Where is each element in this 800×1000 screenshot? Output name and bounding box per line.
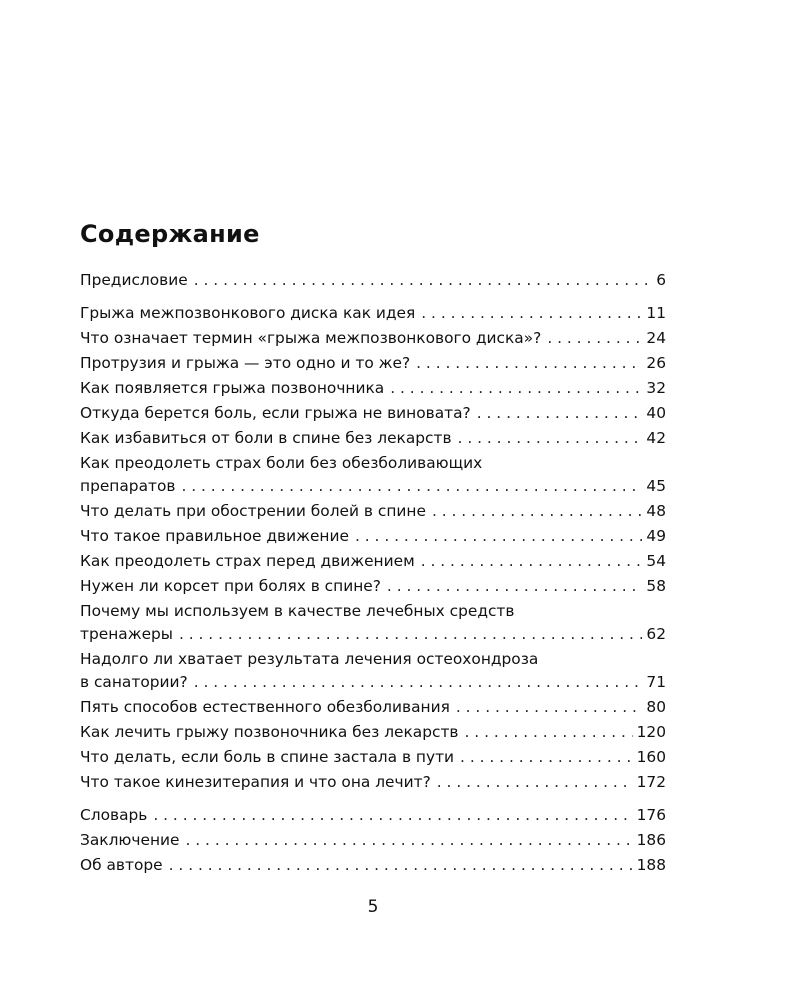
toc-entry-page-number: 45 bbox=[646, 477, 666, 495]
toc-entry-title: Что означает термин «грыжа межпозвонкового диска»? bbox=[80, 329, 542, 347]
toc-entry-page-number: 26 bbox=[646, 354, 666, 372]
toc-entry-row bbox=[80, 302, 666, 325]
toc-entry[interactable] bbox=[80, 327, 666, 350]
toc-entry-row bbox=[80, 829, 666, 852]
toc-entry-row bbox=[80, 696, 666, 719]
toc-entry-title: тренажеры bbox=[80, 625, 173, 643]
dot-leader bbox=[390, 377, 642, 400]
toc-entry-page-number: 62 bbox=[646, 625, 666, 643]
toc-entry[interactable] bbox=[80, 269, 666, 292]
toc-entry-title: Что делать, если боль в спине застала в пути bbox=[80, 748, 455, 766]
dot-leader bbox=[477, 402, 643, 425]
toc-entry-title-line: Как преодолеть страх боли без обезболивающих bbox=[80, 454, 483, 472]
dot-leader bbox=[416, 352, 642, 375]
page-number: 5 bbox=[367, 897, 379, 917]
toc-entry[interactable] bbox=[80, 500, 666, 523]
toc-entry-page-number: 120 bbox=[636, 723, 666, 741]
dot-leader bbox=[179, 623, 642, 646]
toc-entry-row bbox=[80, 269, 666, 292]
toc-entry[interactable] bbox=[80, 352, 666, 375]
toc-entry-page-number: 71 bbox=[646, 673, 666, 691]
toc-entry[interactable] bbox=[80, 829, 666, 852]
toc-entry-page-number: 80 bbox=[646, 698, 666, 716]
toc-entry-page-number: 186 bbox=[636, 831, 666, 849]
toc-entry-row bbox=[80, 623, 666, 646]
toc-entry[interactable] bbox=[80, 648, 666, 694]
dot-leader bbox=[421, 302, 642, 325]
toc-entry[interactable] bbox=[80, 302, 666, 325]
toc-entry-title: Что такое правильное движение bbox=[80, 527, 349, 545]
dot-leader bbox=[437, 771, 633, 794]
dot-leader bbox=[547, 327, 642, 350]
toc-entry-title: Заключение bbox=[80, 831, 180, 849]
toc-entry-page-number: 49 bbox=[646, 527, 666, 545]
toc-entry-page-number: 54 bbox=[646, 552, 666, 570]
toc-entry-page-number: 24 bbox=[646, 329, 666, 347]
toc-entry[interactable] bbox=[80, 427, 666, 450]
toc-entry[interactable] bbox=[80, 804, 666, 827]
table-of-contents bbox=[80, 269, 666, 879]
toc-entry-title: Грыжа межпозвонкового диска как идея bbox=[80, 304, 416, 322]
dot-leader bbox=[153, 804, 632, 827]
dot-leader bbox=[432, 500, 642, 523]
dot-leader bbox=[456, 696, 643, 719]
toc-entry-page-number: 160 bbox=[636, 748, 666, 766]
toc-entry-title-line: Надолго ли хватает результата лечения остеохондроза bbox=[80, 650, 539, 668]
dot-leader bbox=[181, 475, 642, 498]
dot-leader bbox=[169, 854, 633, 877]
dot-leader bbox=[194, 671, 643, 694]
toc-entry-page-number: 188 bbox=[636, 856, 666, 874]
dot-leader bbox=[185, 829, 632, 852]
toc-entry-row bbox=[80, 721, 666, 744]
dot-leader bbox=[355, 525, 642, 548]
page-title: Содержание bbox=[80, 220, 260, 248]
toc-entry-title: Что такое кинезитерапия и что она лечит? bbox=[80, 773, 431, 791]
toc-entry-row bbox=[80, 804, 666, 827]
dot-leader bbox=[421, 550, 643, 573]
toc-entry-title: Как преодолеть страх перед движением bbox=[80, 552, 415, 570]
toc-entry-row bbox=[80, 550, 666, 573]
dot-leader bbox=[387, 575, 643, 598]
dot-leader bbox=[458, 427, 643, 450]
toc-entry-page-number: 6 bbox=[656, 271, 666, 289]
toc-entry[interactable] bbox=[80, 854, 666, 877]
toc-entry-title: Нужен ли корсет при болях в спине? bbox=[80, 577, 381, 595]
toc-entry[interactable] bbox=[80, 575, 666, 598]
toc-entry-page-number: 42 bbox=[646, 429, 666, 447]
toc-entry-title: Пять способов естественного обезболивания bbox=[80, 698, 450, 716]
toc-entry-title-line: Почему мы используем в качестве лечебных средств bbox=[80, 602, 515, 620]
toc-entry-title: Откуда берется боль, если грыжа не виновата? bbox=[80, 404, 471, 422]
toc-entry-title: в санатории? bbox=[80, 673, 188, 691]
toc-entry-row bbox=[80, 771, 666, 794]
toc-entry-title: Что делать при обострении болей в спине bbox=[80, 502, 426, 520]
toc-entry[interactable] bbox=[80, 452, 666, 498]
toc-entry-title: Словарь bbox=[80, 806, 148, 824]
toc-entry-title: Как лечить грыжу позвоночника без лекарств bbox=[80, 723, 459, 741]
toc-entry-row bbox=[80, 525, 666, 548]
toc-entry-page-number: 58 bbox=[646, 577, 666, 595]
toc-entry-row bbox=[80, 854, 666, 877]
toc-entry-page-number: 176 bbox=[636, 806, 666, 824]
toc-entry-title: Протрузия и грыжа — это одно и то же? bbox=[80, 354, 411, 372]
toc-entry-title: Как избавиться от боли в спине без лекарств bbox=[80, 429, 452, 447]
toc-entry[interactable] bbox=[80, 600, 666, 646]
toc-entry[interactable] bbox=[80, 525, 666, 548]
toc-entry-page-number: 48 bbox=[646, 502, 666, 520]
dot-leader bbox=[194, 269, 652, 292]
toc-entry-row bbox=[80, 746, 666, 769]
toc-entry[interactable] bbox=[80, 746, 666, 769]
toc-entry-title: Об авторе bbox=[80, 856, 163, 874]
toc-entry-row bbox=[80, 671, 666, 694]
toc-entry[interactable] bbox=[80, 696, 666, 719]
toc-entry-title: Предисловие bbox=[80, 271, 188, 289]
toc-entry-row bbox=[80, 402, 666, 425]
toc-entry-page-number: 40 bbox=[646, 404, 666, 422]
toc-entry-page-number: 32 bbox=[646, 379, 666, 397]
toc-entry-title: препаратов bbox=[80, 477, 176, 495]
dot-leader bbox=[460, 746, 633, 769]
toc-entry-title: Как появляется грыжа позвоночника bbox=[80, 379, 385, 397]
toc-entry-row bbox=[80, 475, 666, 498]
toc-entry[interactable] bbox=[80, 377, 666, 400]
dot-leader bbox=[465, 721, 633, 744]
toc-entry-row bbox=[80, 427, 666, 450]
toc-entry[interactable] bbox=[80, 721, 666, 744]
toc-entry-row bbox=[80, 352, 666, 375]
toc-entry[interactable] bbox=[80, 402, 666, 425]
toc-entry-row bbox=[80, 377, 666, 400]
toc-entry-page-number: 11 bbox=[646, 304, 666, 322]
toc-entry-page-number: 172 bbox=[636, 773, 666, 791]
toc-entry-row bbox=[80, 327, 666, 350]
toc-entry[interactable] bbox=[80, 771, 666, 794]
toc-entry-row bbox=[80, 500, 666, 523]
toc-entry-row bbox=[80, 575, 666, 598]
toc-entry[interactable] bbox=[80, 550, 666, 573]
